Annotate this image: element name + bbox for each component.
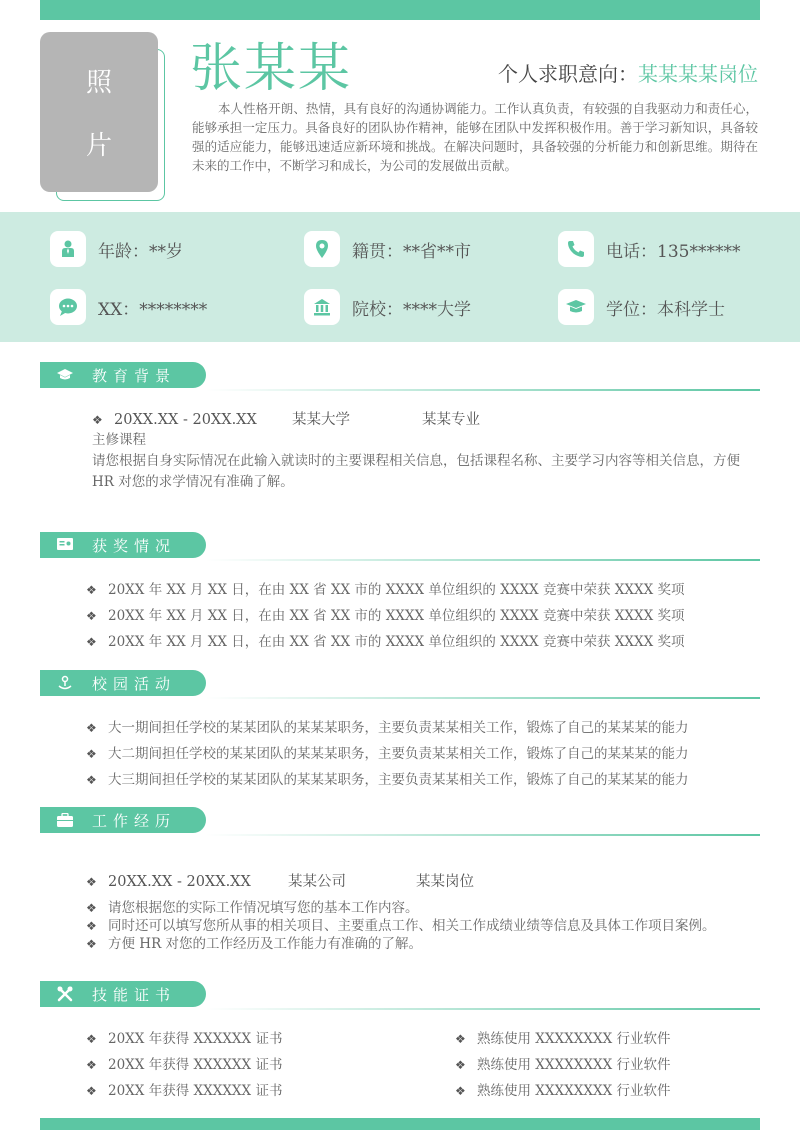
work-text: 同时还可以填写您所从事的相关项目、主要重点工作、相关工作成绩业绩等信息及具体工作项目案例。 xyxy=(108,918,716,934)
courses-text: 请您根据自身实际情况在此输入就读时的主要课程相关信息，包括课程名称、主要学习内容等相关信息，方便 HR 对您的求学情况有准确了解。 xyxy=(92,453,740,490)
candidate-name: 张某某 xyxy=(190,39,353,99)
courses-label: 主修课程 xyxy=(92,432,146,448)
software-text: 熟练使用 XXXXXXXX 行业软件 xyxy=(477,1057,671,1073)
skill-item xyxy=(86,1027,282,1047)
work-position: 某某岗位 xyxy=(416,874,474,890)
bullet-icon: ❖ xyxy=(86,635,97,649)
campus-item xyxy=(86,768,689,788)
skill-item xyxy=(455,1027,670,1047)
section-title-campus: 校园活动 xyxy=(92,674,177,693)
section-header-campus xyxy=(40,670,206,696)
bullet-icon: ❖ xyxy=(455,1032,466,1046)
bullet-icon: ❖ xyxy=(86,583,97,597)
bullet-icon: ❖ xyxy=(86,1032,97,1046)
work-text: 请您根据您的实际工作情况填写您的基本工作内容。 xyxy=(108,900,419,916)
bullet-icon: ❖ xyxy=(86,609,97,623)
school-text: 院校：****大学 xyxy=(352,299,471,320)
bullet-icon: ❖ xyxy=(86,875,97,889)
award-item xyxy=(86,630,685,650)
degree-text: 学位：本科学士 xyxy=(606,299,725,320)
section-header-skills xyxy=(40,981,206,1007)
education-school: 某某大学 xyxy=(292,412,350,428)
education-period: 20XX.XX - 20XX.XX xyxy=(114,412,257,428)
section-divider xyxy=(206,559,760,561)
work-text: 方便 HR 对您的工作经历及工作能力有准确的了解。 xyxy=(108,936,423,952)
bullet-icon: ❖ xyxy=(86,773,97,787)
campus-text: 大二期间担任学校的某某团队的某某某职务，主要负责某某相关工作，锻炼了自己的某某某的能力 xyxy=(108,746,689,762)
bottom-accent-bar xyxy=(40,1118,760,1130)
institution-icon xyxy=(304,289,340,325)
software-text: 熟练使用 XXXXXXXX 行业软件 xyxy=(477,1031,671,1047)
job-intent-label: 个人求职意向： xyxy=(498,62,638,86)
section-title-work: 工作经历 xyxy=(92,811,177,830)
work-item xyxy=(86,914,716,934)
work-item xyxy=(86,896,419,916)
bullet-icon: ❖ xyxy=(86,919,97,933)
xx-text: XX：******** xyxy=(98,299,208,320)
activity-icon xyxy=(56,674,74,692)
self-introduction: 本人性格开朗、热情，具有良好的沟通协调能力。工作认真负责，有较强的自我驱动力和责任心，能够承担一定压力。具备良好的团队协作精神，能够在团队中发挥积极作用。善于学习新知识，具备较强的适应能力，能够迅速适应新环境和挑战。在解决问题时，具备较强的分析能力和创新思维。期待在未来的工作中，不断学习和成长，为公司的发展做出贡献。 xyxy=(192,101,758,173)
bullet-icon: ❖ xyxy=(92,413,103,427)
bullet-icon: ❖ xyxy=(86,901,97,915)
section-header-education xyxy=(40,362,206,388)
section-title-awards: 获奖情况 xyxy=(92,536,177,555)
info-origin xyxy=(304,229,471,269)
person-icon xyxy=(50,231,86,267)
section-title-skills: 技能证书 xyxy=(92,985,177,1004)
photo-placeholder xyxy=(40,32,158,192)
work-row xyxy=(86,870,474,891)
bullet-icon: ❖ xyxy=(455,1084,466,1098)
education-row xyxy=(92,408,480,429)
section-header-awards xyxy=(40,532,206,558)
education-major: 某某专业 xyxy=(422,412,480,428)
award-text: 20XX 年 XX 月 XX 日，在由 XX 省 XX 市的 XXXX 单位组织的 XXXX 竞赛中荣获 XXXX 奖项 xyxy=(108,582,685,598)
software-text: 熟练使用 XXXXXXXX 行业软件 xyxy=(477,1083,671,1099)
section-title-education: 教育背景 xyxy=(92,366,177,385)
photo-char-2: 片 xyxy=(85,131,112,161)
bullet-icon: ❖ xyxy=(86,721,97,735)
award-item xyxy=(86,604,685,624)
section-header-work xyxy=(40,807,206,833)
bullet-icon: ❖ xyxy=(86,937,97,951)
section-divider xyxy=(206,834,760,836)
skill-item xyxy=(86,1079,282,1099)
info-age xyxy=(50,229,183,269)
bullet-icon: ❖ xyxy=(86,1084,97,1098)
certificate-text: 20XX 年获得 XXXXXX 证书 xyxy=(108,1083,283,1099)
job-intent-value: 某某某某岗位 xyxy=(638,62,758,86)
tools-icon xyxy=(56,985,74,1003)
age-text: 年龄：**岁 xyxy=(98,241,183,262)
photo-char-1: 照 xyxy=(85,68,112,98)
campus-text: 大一期间担任学校的某某团队的某某某职务，主要负责某某相关工作，锻炼了自己的某某某的能力 xyxy=(108,720,689,736)
info-xx xyxy=(50,287,207,327)
bullet-icon: ❖ xyxy=(86,747,97,761)
certificate-text: 20XX 年获得 XXXXXX 证书 xyxy=(108,1031,283,1047)
info-phone xyxy=(558,229,740,269)
award-text: 20XX 年 XX 月 XX 日，在由 XX 省 XX 市的 XXXX 单位组织的 XXXX 竞赛中荣获 XXXX 奖项 xyxy=(108,608,685,624)
bullet-icon: ❖ xyxy=(455,1058,466,1072)
briefcase-icon xyxy=(56,811,74,829)
campus-item xyxy=(86,742,689,762)
skill-item xyxy=(455,1079,670,1099)
certificate-text: 20XX 年获得 XXXXXX 证书 xyxy=(108,1057,283,1073)
bullet-icon: ❖ xyxy=(86,1058,97,1072)
section-divider xyxy=(206,389,760,391)
mortarboard-icon xyxy=(56,366,74,384)
origin-text: 籍贯：**省**市 xyxy=(352,241,471,262)
certificate-icon xyxy=(56,536,74,554)
phone-text: 电话：135****** xyxy=(606,241,741,262)
top-accent-bar xyxy=(40,0,760,20)
phone-icon xyxy=(558,231,594,267)
work-company: 某某公司 xyxy=(288,874,346,890)
skill-item xyxy=(455,1053,670,1073)
work-item xyxy=(86,932,422,952)
info-school xyxy=(304,287,471,327)
job-intent xyxy=(498,58,758,87)
campus-item xyxy=(86,716,689,736)
info-degree xyxy=(558,287,725,327)
graduation-cap-icon xyxy=(558,289,594,325)
personal-info-band xyxy=(0,212,800,342)
award-item xyxy=(86,578,685,598)
skill-item xyxy=(86,1053,282,1073)
location-pin-icon xyxy=(304,231,340,267)
campus-text: 大三期间担任学校的某某团队的某某某职务，主要负责某某相关工作，锻炼了自己的某某某的能力 xyxy=(108,772,689,788)
section-divider xyxy=(206,697,760,699)
chat-bubble-icon xyxy=(50,289,86,325)
work-period: 20XX.XX - 20XX.XX xyxy=(108,874,251,890)
section-divider xyxy=(206,1008,760,1010)
award-text: 20XX 年 XX 月 XX 日，在由 XX 省 XX 市的 XXXX 单位组织的 XXXX 竞赛中荣获 XXXX 奖项 xyxy=(108,634,685,650)
